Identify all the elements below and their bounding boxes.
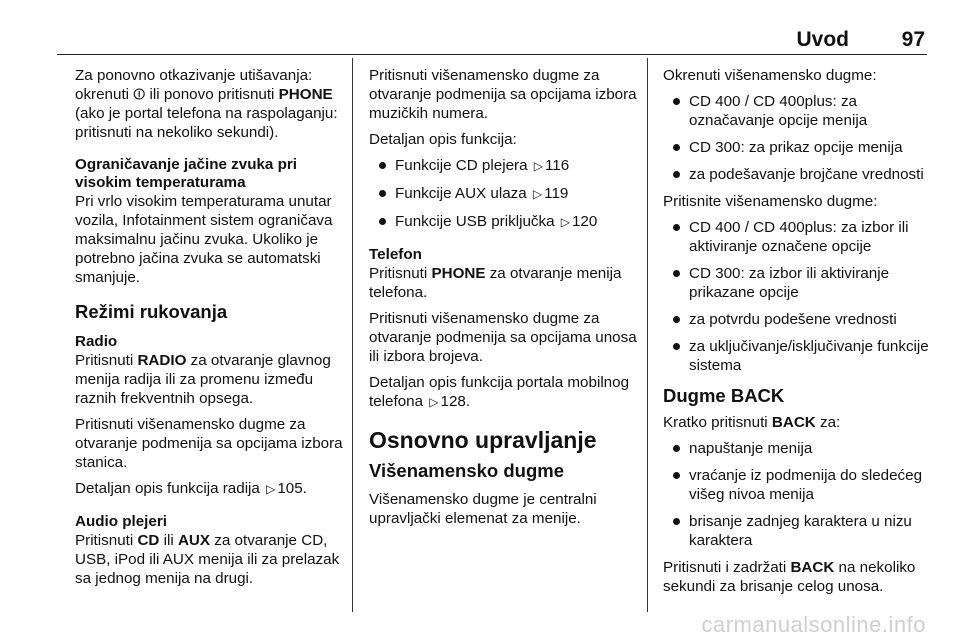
list-item: Funkcije USB priključka ▷ 120 — [369, 212, 639, 232]
paragraph: Pritisnuti višenamensko dugme za otvaranje podmenija sa opcijama unosa ili izbora brojeva. — [369, 310, 637, 365]
column-left — [75, 66, 347, 595]
subheading-radio: Radio — [75, 333, 118, 350]
paragraph: Za ponovno otkazivanje utišavanja: okrenuti ⏼ ili ponovo pritisnuti PHONE (ako je portal telefona na raspolaganju: pritisnuti na nekoliko sekundi). — [75, 67, 338, 141]
list-item: CD 300: za izbor ili aktiviranje prikazane opcije — [663, 264, 933, 302]
paragraph: Kratko pritisnuti BACK za: — [663, 414, 841, 431]
list-item: za potvrdu podešene vrednosti — [663, 310, 933, 329]
page-ref-icon: ▷ — [533, 159, 543, 173]
subheading-audio: Audio plejeri — [75, 513, 167, 530]
subheading-temperature: Ograničavanje jačine zvuka pri visokim temperaturama — [75, 156, 298, 191]
function-list — [369, 156, 639, 232]
paragraph: Pritisnuti PHONE za otvaranje menija telefona. — [369, 265, 622, 301]
paragraph: Pritisnuti višenamensko dugme za otvaranje podmenija sa opcijama izbora stanica. — [75, 416, 343, 471]
heading-back-button: Dugme BACK — [663, 385, 785, 406]
heading-basic-operation: Osnovno upravljanje — [369, 427, 597, 453]
column-right — [663, 66, 933, 603]
turn-list — [663, 92, 933, 184]
back-list — [663, 439, 933, 550]
list-item: Funkcije AUX ulaza ▷ 119 — [369, 184, 639, 204]
list-item: za uključivanje/isključivanje funkcije sistema — [663, 337, 933, 375]
paragraph: Detaljan opis funkcija: — [369, 131, 517, 148]
press-list — [663, 218, 933, 375]
list-item: za podešavanje brojčane vrednosti — [663, 165, 933, 184]
page-header — [57, 26, 927, 55]
subheading-telefon: Telefon — [369, 246, 422, 263]
paragraph: Pritisnuti višenamensko dugme za otvaranje podmenija sa opcijama izbora muzičkih numera. — [369, 67, 637, 122]
watermark: carmanualsonline.info — [701, 612, 926, 637]
paragraph: Višenamensko dugme je centralni upravljački elemenat za menije. — [369, 491, 597, 527]
section-title: Uvod — [796, 28, 849, 51]
list-item: napuštanje menija — [663, 439, 933, 458]
paragraph: Pritisnuti RADIO za otvaranje glavnog menija radija ili za promenu između raznih frekventnih opsega. — [75, 352, 331, 407]
paragraph: Pritisnuti i zadržati BACK na nekoliko sekundi za brisanje celog unosa. — [663, 559, 916, 595]
list-item: CD 400 / CD 400plus: za označavanje opcije menija — [663, 92, 933, 130]
column-divider — [352, 58, 353, 612]
page-ref-icon: ▷ — [560, 215, 570, 229]
list-item: brisanje zadnjeg karaktera u nizu karaktera — [663, 512, 933, 550]
list-item: Funkcije CD plejera ▷ 116 — [369, 156, 639, 176]
paragraph: Detaljan opis funkcija portala mobilnog telefona ▷ 128. — [369, 374, 630, 410]
list-item: CD 400 / CD 400plus: za izbor ili aktiviranje označene opcije — [663, 218, 933, 256]
subheading-multifunction: Višenamensko dugme — [369, 460, 565, 481]
page-number: 97 — [901, 28, 925, 51]
paragraph: Pritisnite višenamensko dugme: — [663, 193, 878, 210]
paragraph: Pritisnuti CD ili AUX za otvaranje CD, USB, iPod ili AUX menija ili za prelazak sa jednog menija na drugi. — [75, 532, 340, 587]
page-ref-icon: ▷ — [429, 395, 439, 409]
page-ref-icon: ▷ — [532, 187, 543, 201]
list-item: CD 300: za prikaz opcije menija — [663, 138, 933, 157]
column-divider — [647, 58, 648, 612]
paragraph: Pri vrlo visokim temperaturama unutar vozila, Infotainment sistem ograničava maksimalnu jačinu zvuka. Ukoliko je potrebno jačina zvuka se automatski smanjuje. — [75, 193, 333, 286]
paragraph: Okrenuti višenamensko dugme: — [663, 67, 877, 84]
column-middle — [369, 66, 639, 535]
page-ref-icon: ▷ — [266, 482, 276, 496]
paragraph: Detaljan opis funkcija radija ▷ 105. — [75, 480, 307, 497]
list-item: vraćanje iz podmenija do sledećeg višeg nivoa menija — [663, 466, 933, 504]
heading-modes: Režimi rukovanja — [75, 301, 228, 322]
